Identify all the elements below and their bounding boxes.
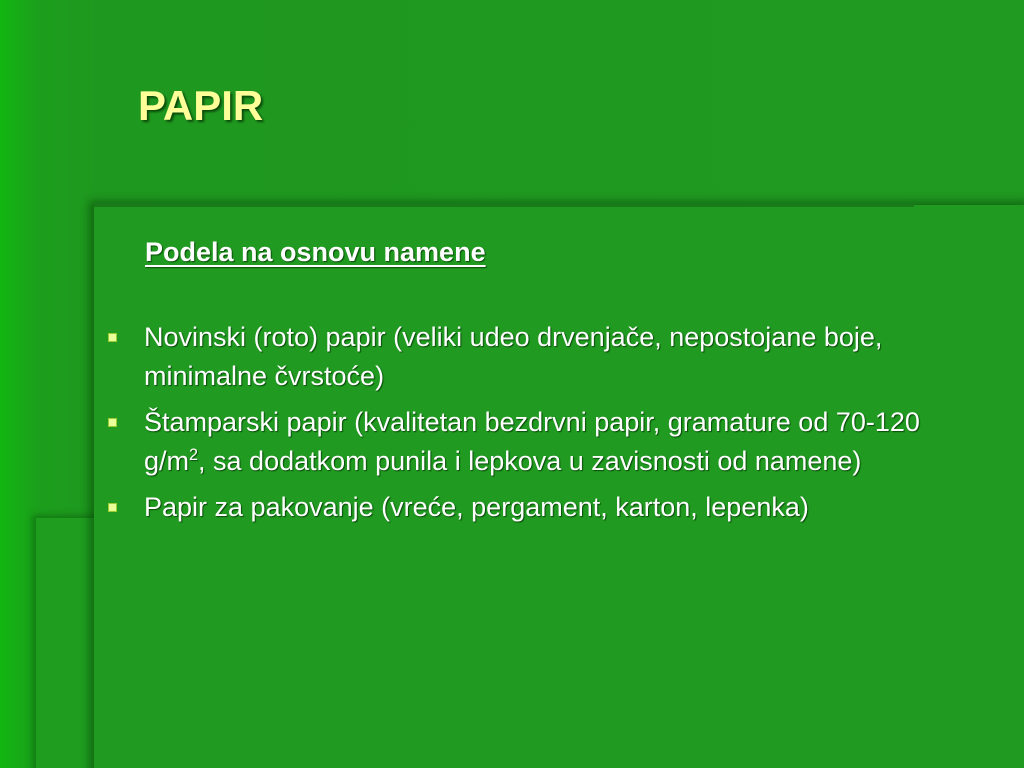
square-bullet-icon xyxy=(108,418,117,427)
list-item-text: Novinski (roto) papir (veliki udeo drvenjače, nepostojane boje, minimalne čvrstoće) xyxy=(144,322,883,391)
list-item-text-after: , sa dodatkom punila i lepkova u zavisnosti od namene) xyxy=(198,446,862,476)
list-item-text: Papir za pakovanje (vreće, pergament, karton, lepenka) xyxy=(144,492,809,522)
decorative-panel-edge xyxy=(94,203,914,207)
slide-subtitle: Podela na osnovu namene xyxy=(145,237,486,267)
list-item-text-before: Štamparski papir (kvalitetan bezdrvni papir, gramature od 70-120 g/m xyxy=(144,407,920,476)
slide-content xyxy=(103,228,933,534)
superscript: 2 xyxy=(189,446,199,464)
list-item xyxy=(103,403,933,481)
slide-title: PAPIR xyxy=(138,82,264,129)
bullet-list xyxy=(103,318,933,527)
square-bullet-icon xyxy=(108,503,117,512)
list-item xyxy=(103,318,933,396)
square-bullet-icon xyxy=(108,333,117,342)
list-item xyxy=(103,488,933,527)
